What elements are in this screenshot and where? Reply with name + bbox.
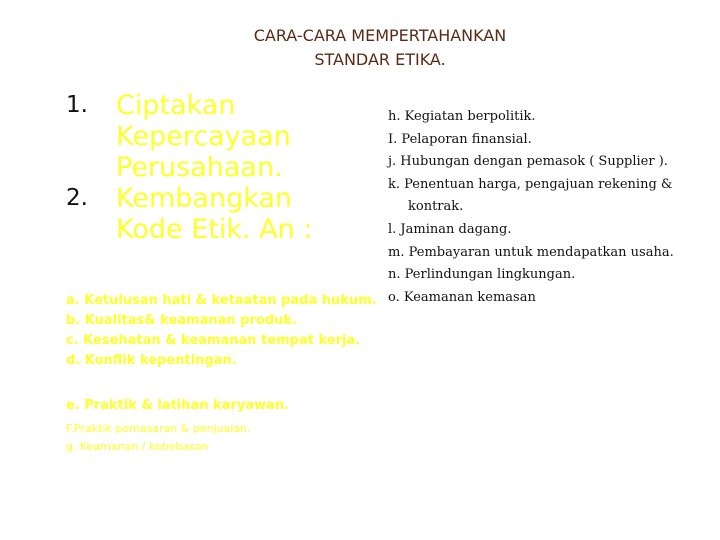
left-sub-item-f: F.Praktik pemasaran & penjualan.	[66, 422, 251, 435]
left-sub-item-d: d. Konflik kepentingan.	[66, 353, 237, 368]
main-list	[66, 90, 366, 245]
main-item-text: Ciptakan Kepercayaan Perusahaan.	[116, 90, 291, 183]
right-item-i: I. Pelaporan finansial.	[388, 131, 532, 147]
right-item-k-continued: kontrak.	[408, 199, 464, 215]
slide-title-line-1: CARA-CARA MEMPERTAHANKAN	[253, 26, 507, 45]
slide-title-line-2: STANDAR ETIKA.	[314, 50, 446, 69]
left-sub-item-e: e. Praktik & latihan karyawan.	[66, 398, 290, 413]
left-sub-list	[66, 291, 377, 371]
right-item-o: o. Keamanan kemasan	[388, 289, 536, 305]
right-item-l: l. Jaminan dagang.	[388, 221, 512, 237]
left-sub-item-g: g. Keamanan / kebebasan	[66, 440, 209, 453]
right-item-k: k. Penentuan harga, pengajuan rekening &	[388, 176, 673, 192]
left-sub-item-c: c. Kesehatan & keamanan tempat kerja.	[66, 333, 361, 348]
left-sub-item-b: b. Kualitas& keamanan produk.	[66, 313, 297, 328]
main-item-text: Kembangkan Kode Etik. An :	[116, 183, 313, 245]
right-item-h: h. Kegiatan berpolitik.	[388, 109, 536, 124]
right-sub-list	[388, 106, 674, 309]
right-item-m: m. Pembayaran untuk mendapatkan usaha.	[388, 244, 674, 260]
main-item-number: 1.	[66, 92, 88, 118]
main-item-2	[66, 183, 366, 245]
right-item-n: n. Perlindungan lingkungan.	[388, 267, 576, 283]
slide-title	[0, 24, 720, 72]
left-sub-item-a: a. Ketulusan hati & ketaatan pada hukum.	[66, 293, 377, 308]
main-item-number: 2.	[66, 185, 88, 211]
left-sub-list-2	[66, 396, 289, 456]
main-item-1	[66, 90, 366, 183]
right-item-j: j. Hubungan dengan pemasok ( Supplier ).	[388, 154, 668, 170]
